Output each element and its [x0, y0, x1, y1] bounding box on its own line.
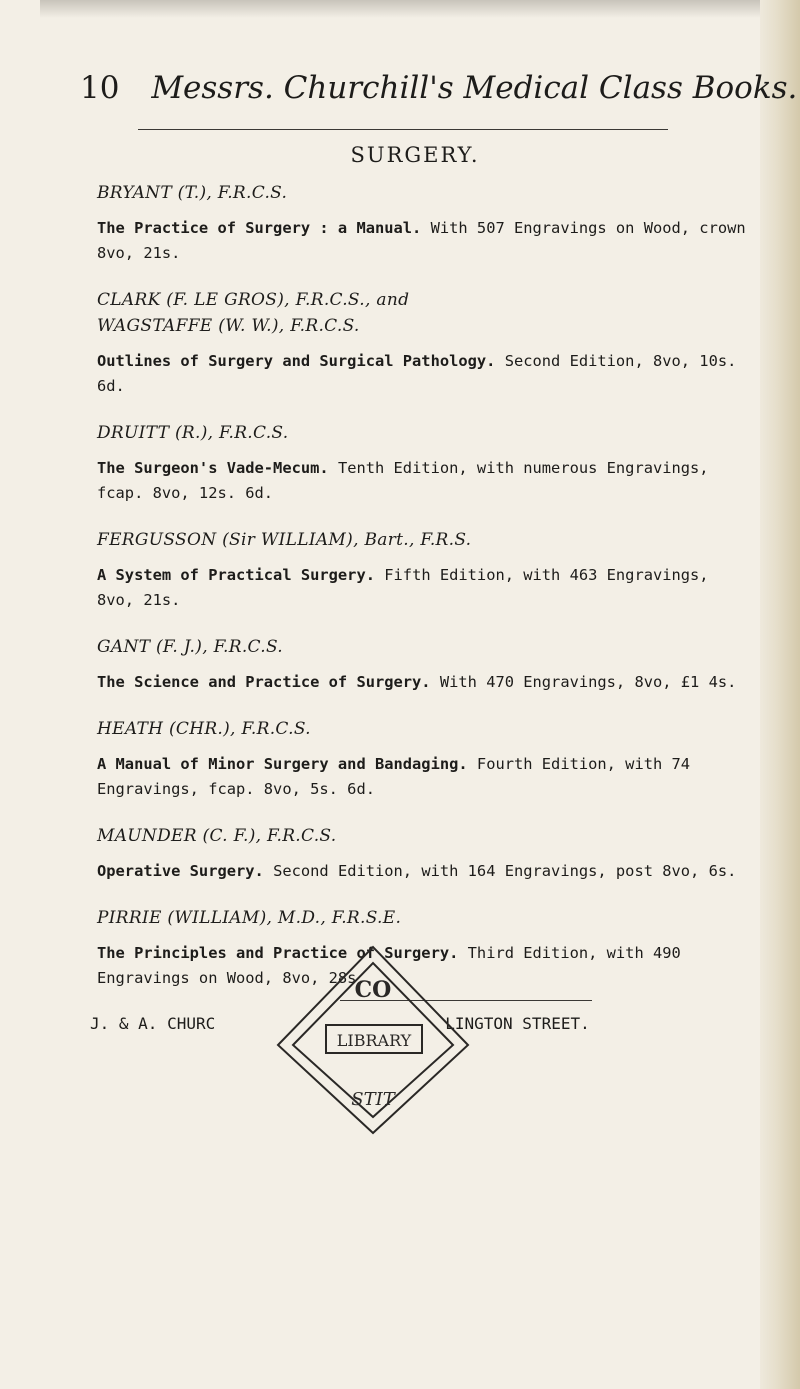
- entry-description: [97, 456, 757, 506]
- page-number: 10: [80, 70, 120, 106]
- list-item: [97, 180, 757, 266]
- entry-details: Third Edition, with 490 Engravings on Wood, 8vo, 28s.: [97, 944, 681, 987]
- entry-details: With 507 Engravings on Wood, crown 8vo, 21s.: [97, 219, 746, 262]
- entry-author: MAUNDER (C. F.), F.R.C.S.: [97, 826, 337, 846]
- entry-description: [97, 563, 757, 613]
- entry-author: GANT (F. J.), F.R.C.S.: [97, 637, 284, 657]
- imprint-left: J. & A. CHURC: [90, 1014, 216, 1033]
- imprint-right: LINGTON STREET.: [445, 1014, 590, 1033]
- list-item: [97, 823, 757, 884]
- entry-details: With 470 Engravings, 8vo, £1 4s.: [439, 673, 737, 691]
- entry-list: [97, 180, 757, 1012]
- entry-details: Fourth Edition, with 74 Engravings, fcap. 8vo, 5s. 6d.: [97, 755, 691, 798]
- entry-description: [97, 859, 757, 884]
- entry-description: [97, 752, 757, 802]
- entry-description: [97, 216, 757, 266]
- entry-author: PIRRIE (WILLIAM), M.D., F.R.S.E.: [97, 908, 402, 928]
- entry-details: Tenth Edition, with numerous Engravings, fcap. 8vo, 12s. 6d.: [97, 459, 709, 502]
- entry-author: BRYANT (T.), F.R.C.S.: [97, 183, 288, 203]
- list-item: [97, 420, 757, 506]
- entry-author: CLARK (F. LE GROS), F.R.C.S., and WAGSTAFFE (W. W.), F.R.C.S.: [97, 290, 410, 336]
- entry-title: The Science and Practice of Surgery.: [97, 673, 431, 691]
- entry-title: The Practice of Surgery : a Manual.: [97, 219, 422, 237]
- list-item: [97, 716, 757, 802]
- entry-description: [97, 349, 757, 399]
- entry-details: Second Edition, 8vo, 10s. 6d.: [97, 352, 737, 395]
- library-stamp: [258, 935, 488, 1135]
- entry-title: Operative Surgery.: [97, 862, 264, 880]
- entry-author: FERGUSSON (Sir WILLIAM), Bart., F.R.S.: [97, 530, 472, 550]
- section-title: SURGERY.: [350, 143, 480, 167]
- entry-details: Fifth Edition, with 463 Engravings, 8vo, 21s.: [97, 566, 709, 609]
- page-edge: [760, 0, 800, 1389]
- entry-author: DRUITT (R.), F.R.C.S.: [97, 423, 289, 443]
- entry-details: Second Edition, with 164 Engravings, post 8vo, 6s.: [273, 862, 737, 880]
- page-header: [80, 68, 798, 108]
- entry-title: A System of Practical Surgery.: [97, 566, 375, 584]
- entry-title: The Surgeon's Vade-Mecum.: [97, 459, 329, 477]
- entry-description: [97, 670, 757, 695]
- top-smudge: [40, 0, 760, 18]
- entry-title: A Manual of Minor Surgery and Bandaging.: [97, 755, 468, 773]
- list-item: [97, 634, 757, 695]
- entry-title: The Principles and Practice of Surgery.: [97, 944, 459, 962]
- entry-author: HEATH (CHR.), F.R.C.S.: [97, 719, 311, 739]
- entry-title: Outlines of Surgery and Surgical Pathology.: [97, 352, 496, 370]
- running-title: Messrs. Churchill's Medical Class Books.: [151, 70, 798, 106]
- stamp-text-top: CO: [354, 977, 392, 1003]
- stamp-text-bottom: STIT: [351, 1089, 395, 1110]
- stamp-text-mid: LIBRARY: [336, 1031, 412, 1050]
- list-item: [97, 527, 757, 613]
- header-rule: [138, 129, 668, 130]
- list-item: [97, 287, 757, 399]
